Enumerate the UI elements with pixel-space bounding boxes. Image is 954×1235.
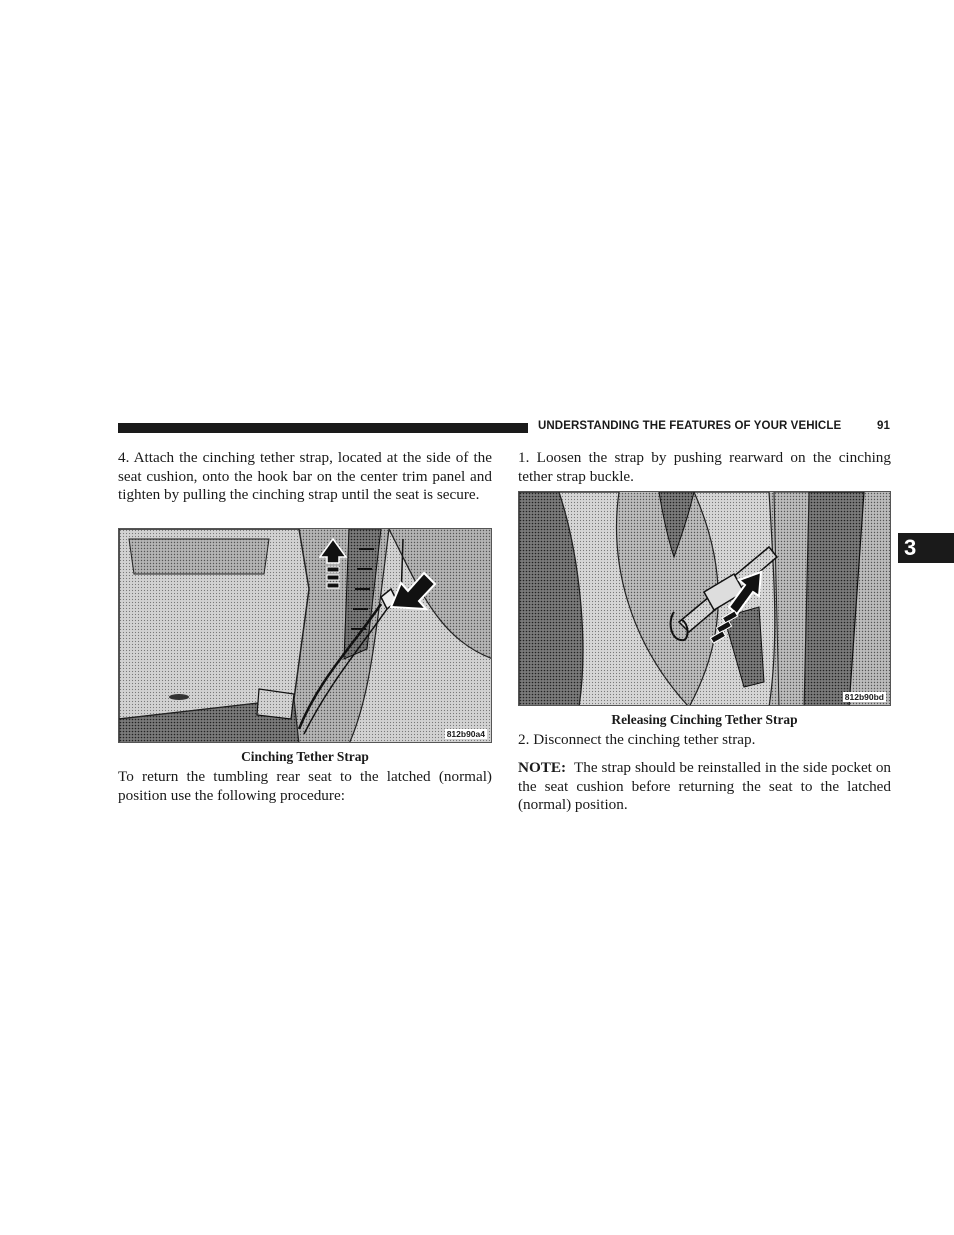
step-4-text: 4. Attach the cinching tether strap, located at the side of the seat cushion, onto the hook bar on the center trim panel and tighten by pulling the cinching strap until the seat is secure. xyxy=(118,449,492,504)
header-rule xyxy=(118,423,528,433)
note-text: The strap should be reinstalled in the side pocket on the seat cushion before returning the seat to the latched (normal) position. xyxy=(518,759,892,814)
figure-caption: Releasing Cinching Tether Strap xyxy=(611,712,798,727)
figure-cinching-tether-strap xyxy=(118,528,492,743)
figure-releasing-cinching-tether-strap xyxy=(518,491,891,706)
figure-caption: Cinching Tether Strap xyxy=(241,749,369,764)
figure-id-code: 812b90a4 xyxy=(446,729,485,739)
step-2-text: 2. Disconnect the cinching tether strap. xyxy=(518,731,756,748)
running-header xyxy=(538,420,890,436)
figure-id-code: 812b90bd xyxy=(844,692,884,702)
chapter-tab[interactable]: 3 xyxy=(898,533,954,563)
section-title: UNDERSTANDING THE FEATURES OF YOUR VEHICLE xyxy=(538,420,842,432)
figure-illustration xyxy=(119,529,492,743)
figure-illustration xyxy=(519,492,891,706)
page-number: 91 xyxy=(877,420,890,432)
note-label: NOTE: xyxy=(518,759,567,776)
step-1-text: 1. Loosen the strap by pushing rearward on the cinching tether strap buckle. xyxy=(518,449,891,485)
note-paragraph xyxy=(518,759,891,815)
return-procedure-text: To return the tumbling rear seat to the latched (normal) position use the following procedure: xyxy=(118,768,492,804)
